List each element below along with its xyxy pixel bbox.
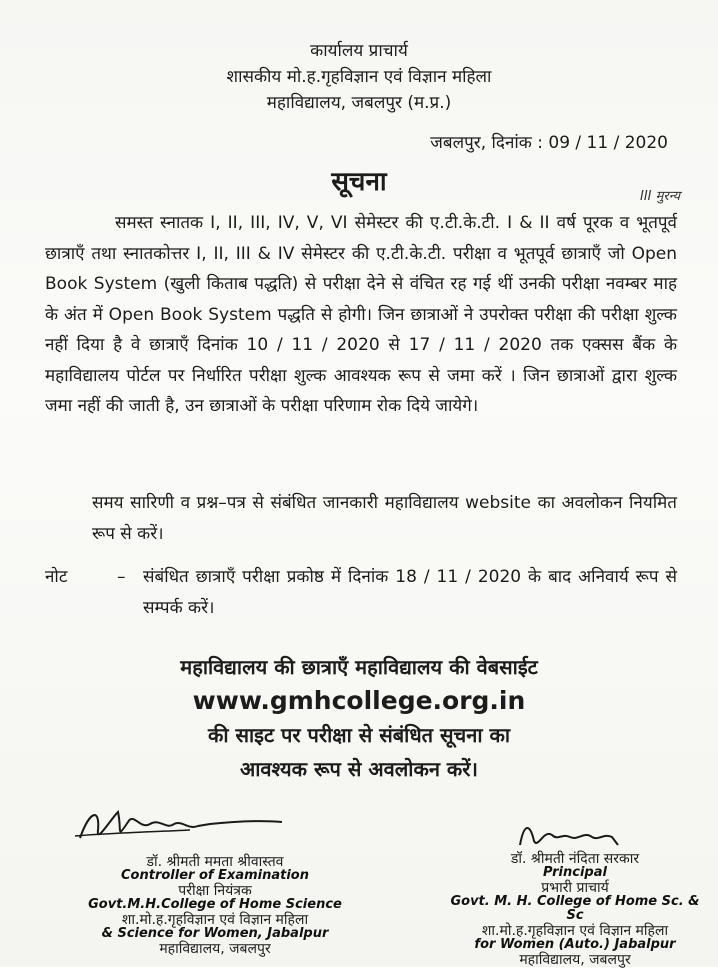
stamp-right-line-2: Govt. M. H. College of Home Sc. & Sc xyxy=(450,894,700,923)
office-line-3: महाविद्यालय, जबलपुर (म.प्र.) xyxy=(266,93,452,113)
stamp-right-line-3: for Women (Auto.) Jabalpur xyxy=(474,937,676,952)
handwritten-margin-note: III मुरन्य xyxy=(640,189,681,204)
paragraph-2-text: समय सारिणी व प्रश्न–पत्र से संबंधित जानकारी महाविद्यालय website का अवलोकन नियमित रूप से करें। xyxy=(92,493,677,544)
stamp-right-line-1: Principal xyxy=(543,865,607,880)
website-url[interactable]: www.gmhcollege.org.in xyxy=(192,686,526,715)
office-line-2: शासकीय मो.ह.गृहविज्ञान एवं विज्ञान महिला xyxy=(226,67,492,87)
signature-right-title: प्रभारी प्राचार्य xyxy=(541,880,609,896)
signature-left-title: परीक्षा नियंत्रक xyxy=(178,883,252,899)
office-header xyxy=(0,38,718,116)
website-line-1: महाविद्यालय की छात्राएँ महाविद्यालय की वेबसाईट xyxy=(180,655,538,679)
signature-block-right xyxy=(440,815,710,968)
notice-date: जबलपुर, दिनांक : 09 / 11 / 2020 xyxy=(430,133,668,153)
handwritten-signature-right xyxy=(500,815,700,855)
stamp-left-line-1: Controller of Examination xyxy=(121,868,309,883)
note-label: नोट xyxy=(45,567,68,587)
notice-paragraph-2 xyxy=(92,488,677,549)
stamp-left-line-3: & Science for Women, Jabalpur xyxy=(101,926,329,941)
paragraph-1-text: समस्त स्नातक I, II, III, IV, V, VI सेमेस्टर की ए.टी.के.टी. I & II वर्ष पूरक व भूतपूर्व छात्राएँ तथा स्नातकोत्तर I, II, III & IV सेमेस्टर की ए.टी.के.टी. परीक्षा व भूतपूर्व छात्राएँ जो Open Book System (खुली किताब पद्धति) से परीक्षा देने से वंचित रह गई थीं उनकी परीक्षा नवम्बर माह के अंत में Open Book System पद्धति से होगी। जिन छात्राओं ने उपरोक्त परीक्षा की परीक्षा शुल्क नहीं दिया है वे छात्राएँ दिनांक 10 / 11 / 2020 से 17 / 11 / 2020 तक एक्सस बैंक के महाविद्यालय पोर्टल पर निर्धारित परीक्षा शुल्क आवश्यक रूप से जमा करें । जिन छात्राओं द्वारा शुल्क जमा नहीं की जाती है, उन छात्राओं के परीक्षा परिणाम रोक दिये जायेगे। xyxy=(45,213,677,416)
notice-title: सूचना xyxy=(331,167,387,197)
handwritten-signature-left xyxy=(70,800,290,850)
note-dash: – xyxy=(117,567,126,587)
signature-block-left xyxy=(70,800,360,957)
website-line-2: की साइट पर परीक्षा से संबंधित सूचना का xyxy=(207,723,511,747)
website-block xyxy=(0,650,718,786)
signature-right-org: शा.मो.ह.गृहविज्ञान एवं विज्ञान महिला xyxy=(481,923,669,939)
signature-left-name: डॉ. श्रीमती ममता श्रीवास्तव xyxy=(146,854,284,870)
signature-left-place: महाविद्यालय, जबलपुर xyxy=(159,941,271,957)
website-line-3: आवश्यक रूप से अवलोकन करें। xyxy=(239,757,478,781)
notice-paragraph-1 xyxy=(45,208,677,422)
stamp-left-line-2: Govt.M.H.College of Home Science xyxy=(88,897,342,912)
signature-right-place: महाविद्यालय, जबलपुर xyxy=(519,952,631,968)
office-line-1: कार्यालय प्राचार्य xyxy=(310,41,408,61)
note-text: संबंधित छात्राएँ परीक्षा प्रकोष्ठ में दिनांक 18 / 11 / 2020 के बाद अनिवार्य रूप से सम्पर्क करें। xyxy=(143,567,677,618)
signature-left-org: शा.मो.ह.गृहविज्ञान एवं विज्ञान महिला xyxy=(121,912,309,928)
signature-right-name: डॉ. श्रीमती नंदिता सरकार xyxy=(510,851,640,867)
